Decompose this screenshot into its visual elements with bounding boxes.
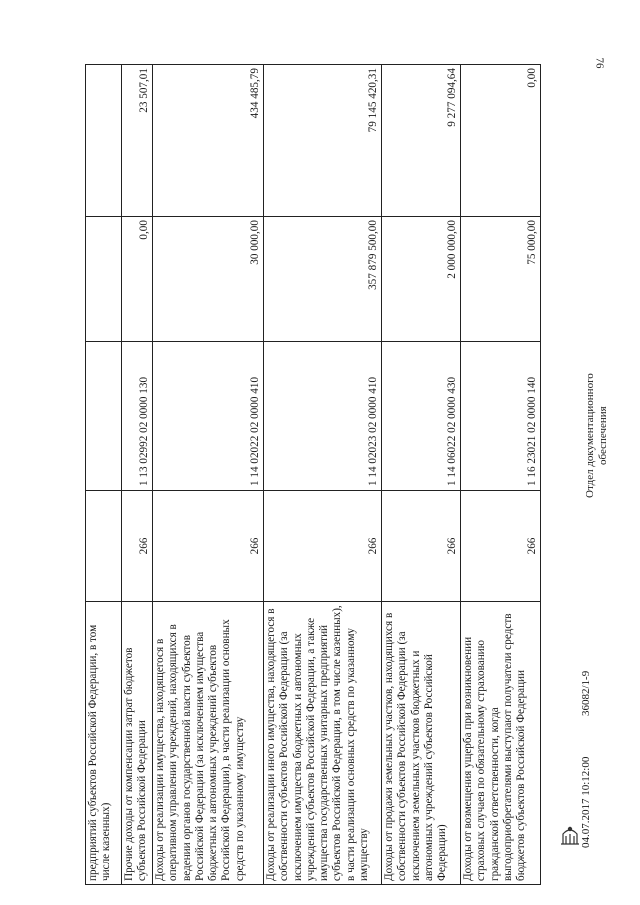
revenue-name-cell: Доходы от реализации иного имущества, находящегося в собственности субъектов Российской Федерации (за исключением имущества бюджетных и автономных учреждений субъектов Российской Федерации, а также имущества государственных унитарных предприятий субъектов Российской Федерации, в том числе казенных), в части реализации основных средств по указанному имуществу [264, 602, 382, 885]
planned-amount-cell: 0,00 [122, 217, 153, 342]
planned-amount-cell: 357 879 500,00 [264, 217, 382, 342]
budget-revenue-table-sheet [85, 65, 538, 885]
planned-amount-cell [86, 217, 122, 342]
actual-amount-cell: 0,00 [461, 65, 541, 217]
planned-amount-cell: 75 000,00 [461, 217, 541, 342]
emblem-icon [557, 822, 583, 848]
admin-code-cell: 266 [122, 491, 153, 602]
actual-amount-cell: 79 145 420,31 [264, 65, 382, 217]
revenue-name-cell: Доходы от реализации имущества, находящегося в оперативном управлении учреждений, находящихся в ведении органов государственной власти субъектов Российской Федерации (за исключением имущества бюджетных и автономных учреждений субъектов Российской Федерации), в части реализации основных средств по указанному имуществу [153, 602, 264, 885]
classification-code-cell: 1 14 06022 02 0000 430 [382, 342, 461, 491]
actual-amount-cell: 9 277 094,64 [382, 65, 461, 217]
actual-amount-cell: 434 485,79 [153, 65, 264, 217]
table-row [382, 65, 461, 885]
actual-amount-cell: 23 507,01 [122, 65, 153, 217]
admin-code-cell [86, 491, 122, 602]
footer-doc-number: 36082/1-9 [580, 670, 592, 716]
classification-code-cell: 1 14 02023 02 0000 410 [264, 342, 382, 491]
classification-code-cell [86, 342, 122, 491]
footer-timestamp: 04.07.2017 10:12:00 [580, 756, 592, 848]
revenue-name-cell: Доходы от продажи земельных участков, находящихся в собственности субъектов Российской Федерации (за исключением земельных участков бюджетных и автономных учреждений субъектов Российской Федерации) [382, 602, 461, 885]
admin-code-cell: 266 [153, 491, 264, 602]
revenue-name-cell: предприятий субъектов Российской Федерации, в том числе казенных) [86, 602, 122, 885]
page-number [593, 53, 614, 75]
classification-code-cell: 1 13 02992 02 0000 130 [122, 342, 153, 491]
page-number-text: 76 [593, 57, 606, 69]
classification-code-cell: 1 14 02022 02 0000 410 [153, 342, 264, 491]
revenue-name-cell: Прочие доходы от компенсации затрат бюджетов субъектов Российской Федерации [122, 602, 153, 885]
budget-revenue-table [85, 64, 541, 885]
table-row [264, 65, 382, 885]
table-row [122, 65, 153, 885]
stamp-department-line1: Отдел документационного [584, 373, 596, 498]
planned-amount-cell: 2 000 000,00 [382, 217, 461, 342]
admin-code-cell: 266 [264, 491, 382, 602]
stamp-department-line2: обеспечения [597, 406, 609, 465]
table-row [153, 65, 264, 885]
actual-amount-cell [86, 65, 122, 217]
table-row [461, 65, 541, 885]
classification-code-cell: 1 16 23021 02 0000 140 [461, 342, 541, 491]
revenue-name-cell: Доходы от возмещения ущерба при возникновении страховых случаев по обязательному страхованию гражданской ответственности, когда выгодоприобретателями выступают получатели средств бюджетов субъектов Российской Федерации [461, 602, 541, 885]
planned-amount-cell: 30 000,00 [153, 217, 264, 342]
admin-code-cell: 266 [461, 491, 541, 602]
admin-code-cell: 266 [382, 491, 461, 602]
table-row [86, 65, 122, 885]
